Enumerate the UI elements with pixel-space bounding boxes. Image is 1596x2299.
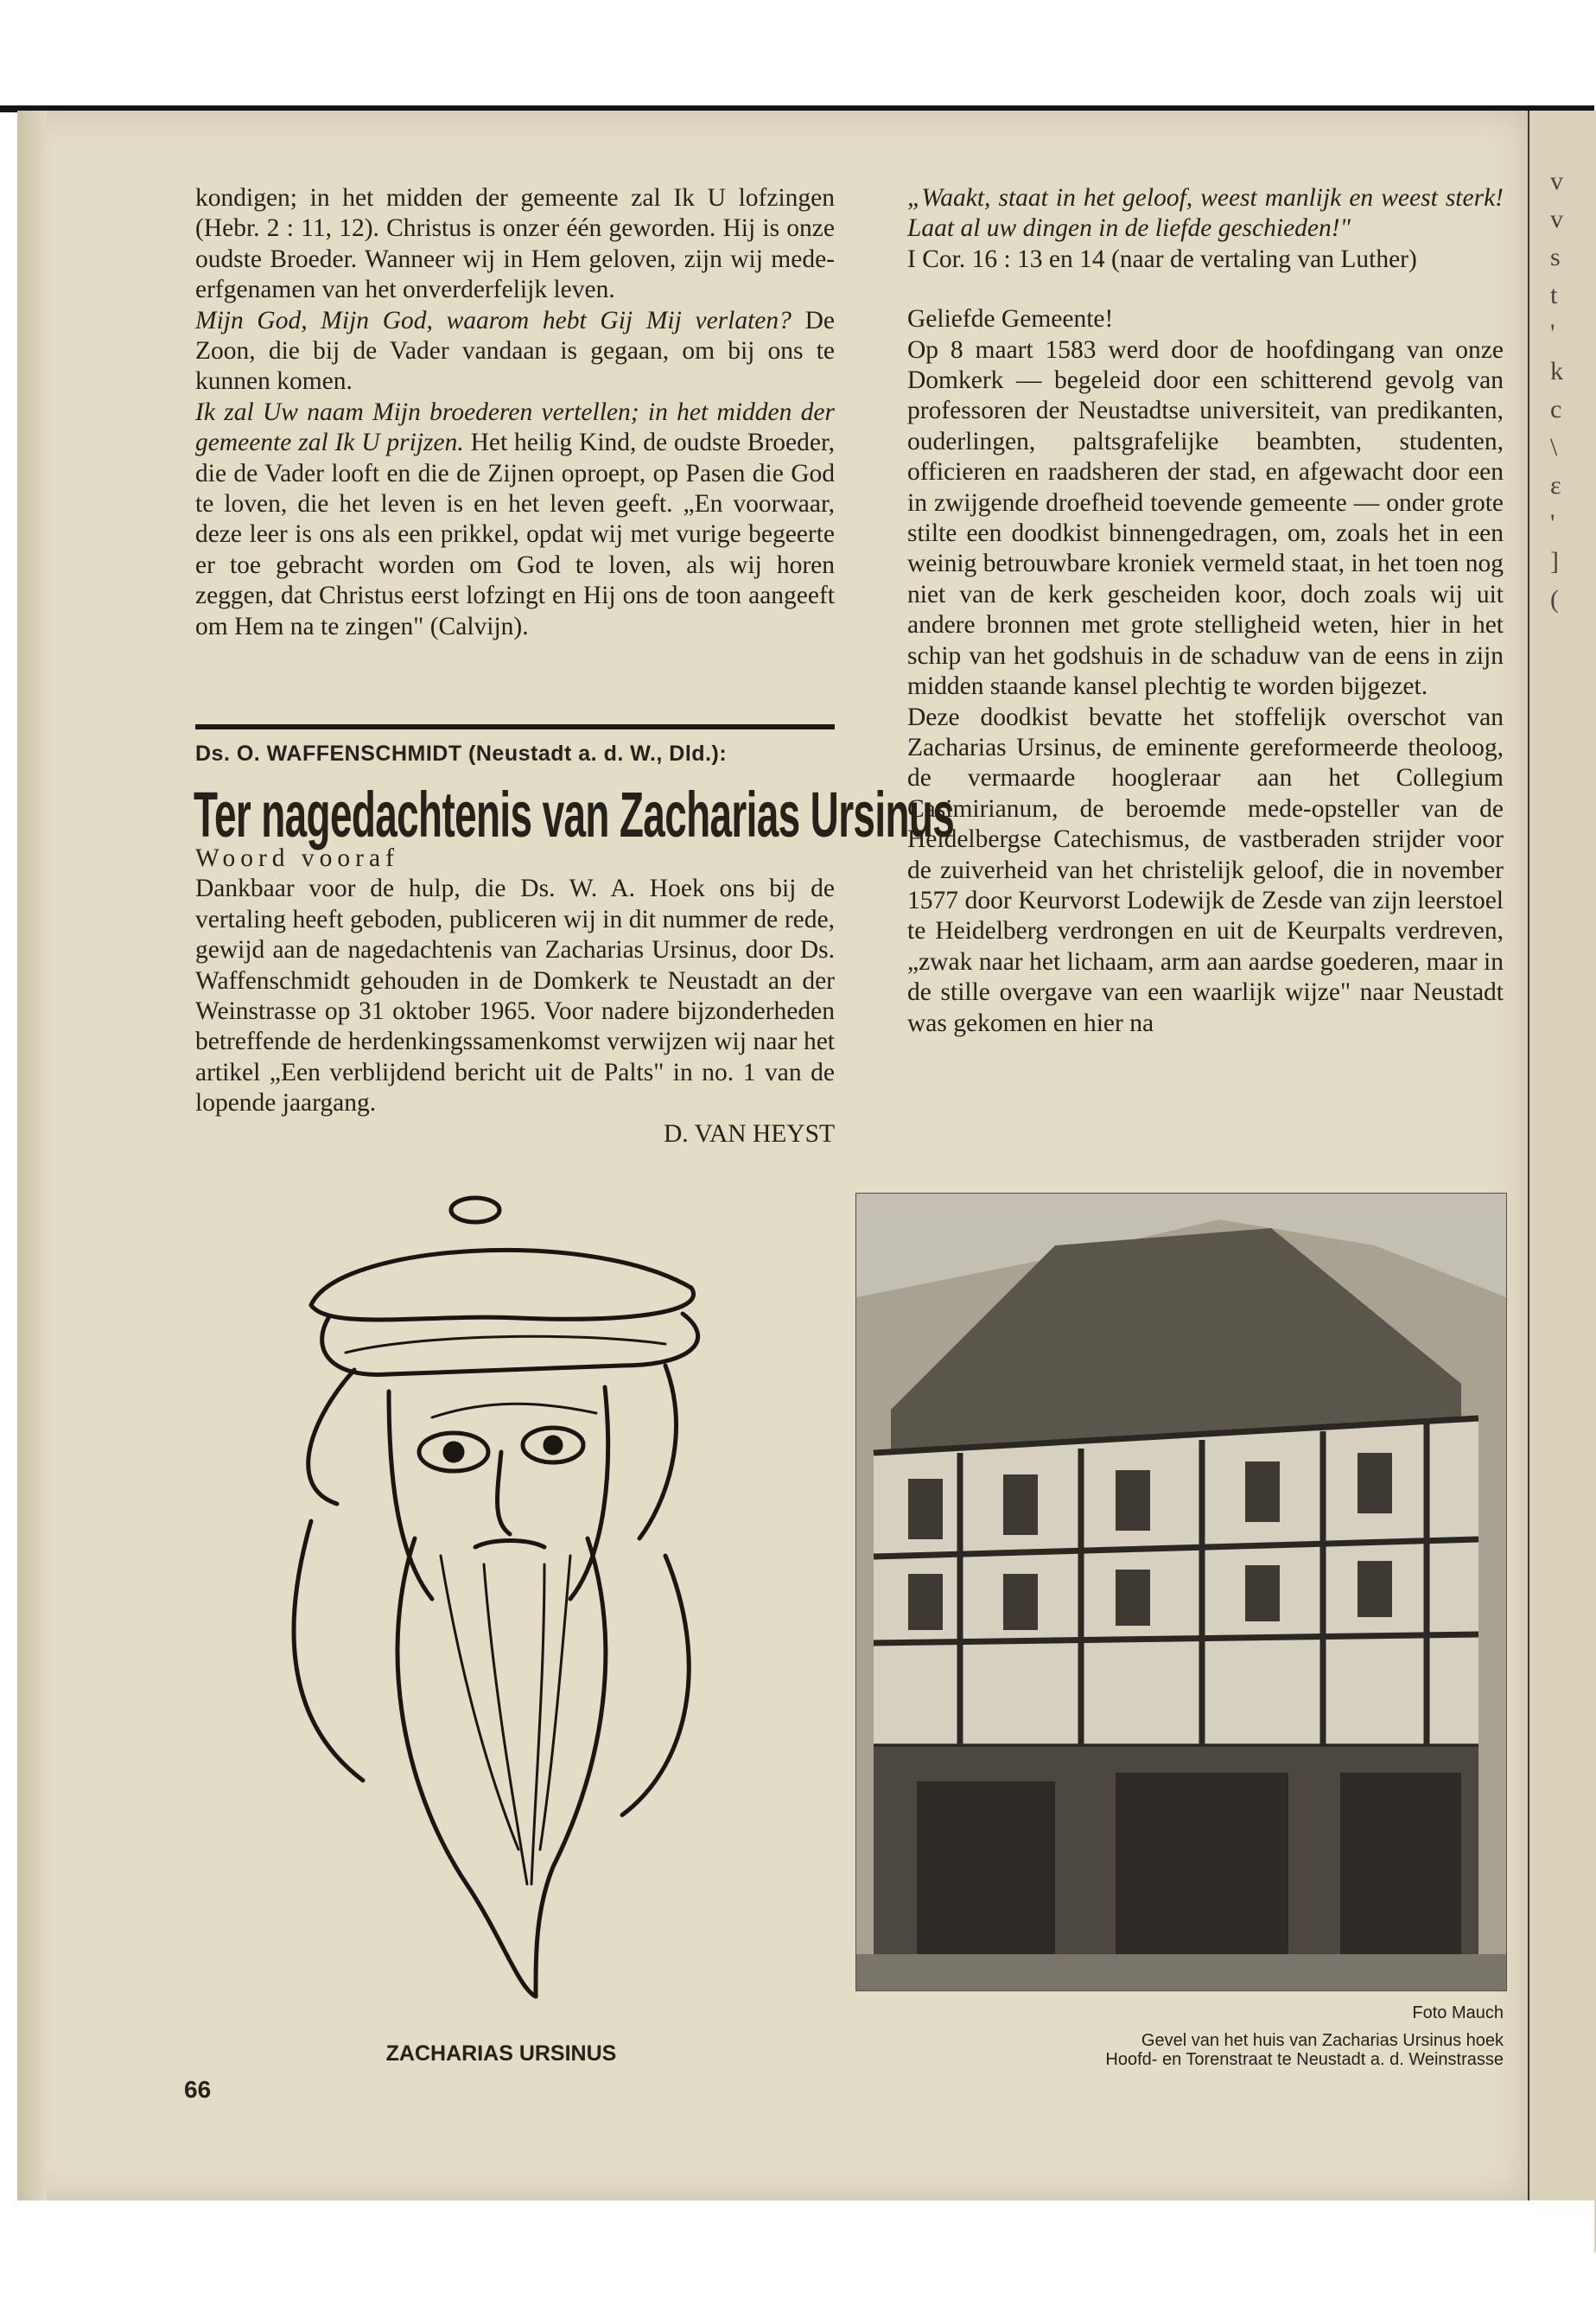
- foreword-text: Dankbaar voor de hulp, die Ds. W. A. Hoek ons bij de vertaling heeft geboden, publiceren wij in dit nummer de rede, gewijd aan de nagedachtenis van Zacharias Ursinus, door Ds. Waffenschmidt gehouden in de Domkerk te Neustadt an der Weinstrasse op 31 oktober 1965. Voor nadere bijzonderheden betreffende de herdenkingssamenkomst verwijzen wij naar het artikel „Een verblijdend bericht uit de Palts" in no. 1 van de lopende jaargang.: [195, 875, 835, 1118]
- motto: „Waakt, staat in het geloof, weest manlijk en weest sterk! Laat al uw dingen in de liefde geschieden!": [907, 184, 1504, 243]
- adjacent-page-fragment: ]: [1550, 547, 1559, 576]
- paragraph: [195, 306, 835, 398]
- signature-line: [195, 1119, 835, 1150]
- paragraph: Deze doodkist bevatte het stoffelijk overschot van Zacharias Ursinus, de eminente gereformeerde theoloog, de vermaarde hoogleraar aan het Collegium Casimirianum, de beroemde mede-opsteller van de Heidelbergse Catechismus, de vastberaden strijder voor de zuiverheid van het christelijk geloof, die in november 1577 door Keurvorst Lodewijk de Zesde van zijn leerstoel te Heidelberg verdrongen en uit de Keurpalts verdreven, „zwak naar het lichaam, arm aan aardse goederen, maar in de stille overgave van een waarlijk wijze" naar Neustadt was gekomen en hier na: [907, 703, 1504, 1037]
- adjacent-page-fragment: t: [1550, 281, 1558, 309]
- adjacent-page-fragment: s: [1550, 243, 1561, 271]
- house-photo: [855, 1193, 1507, 1991]
- scripture-quote: Mijn God, Mijn God, waarom hebt Gij Mij verlaten?: [195, 306, 792, 334]
- adjacent-page-fragment: ': [1550, 319, 1555, 347]
- salutation: Geliefde Gemeente!: [907, 305, 1114, 334]
- article-author: Ds. O. WAFFENSCHMIDT (Neustadt a. d. W., Dld.):: [195, 742, 728, 766]
- photo-caption-line: Gevel van het huis van Zacharias Ursinus hoek: [1141, 2031, 1504, 2050]
- page-number: 66: [184, 2076, 212, 2103]
- motto-reference: I Cor. 16 : 13 en 14 (naar de vertaling van Luther): [907, 245, 1417, 273]
- right-column: [907, 183, 1504, 1039]
- adjacent-page-edge: [1528, 111, 1596, 2252]
- foreword-heading: Woord vooraf: [195, 844, 399, 872]
- adjacent-page-fragment: ': [1550, 509, 1555, 538]
- paragraph: [195, 398, 835, 642]
- adjacent-page-fragment: c: [1550, 395, 1562, 424]
- adjacent-page-fragment: \: [1550, 433, 1558, 462]
- foreword: [195, 844, 835, 1150]
- scan-bottom-margin: [0, 2200, 1594, 2299]
- article-title: [194, 776, 955, 854]
- paragraph-text: Het heilig Kind, de oudste Broeder, die de Vader looft en die de Zijnen oproept, op Pasen die God te loven, die het leven is en het leven geeft. „En voorwaar, deze leer is ons als een prikkel, opdat wij met vurige begeerte er toe gebracht worden om God te loven, als wij horen zeggen, dat Christus eerst lofzingt en Hij ons de toon aangeeft om Hem na te zingen" (Calvijn).: [195, 429, 835, 640]
- binding-gutter: [17, 111, 47, 2200]
- adjacent-page-fragment: ε: [1550, 471, 1561, 500]
- adjacent-page-fragment: k: [1550, 357, 1563, 385]
- photo-caption-line: Hoofd- en Torenstraat te Neustadt a. d. Weinstrasse: [1105, 2050, 1504, 2069]
- foreword-signature: D. VAN HEYST: [663, 1119, 835, 1148]
- paragraph: Op 8 maart 1583 werd door de hoofdingang van onze Domkerk — begeleid door een schitterend gevolg van professoren der Neustadtse universiteit, van predikanten, ouderlingen, paltsgrafelijke beambten, studenten, officieren en raadsheren der stad, en afgewacht door een in zwijgende droefheid toevende gemeente — onder grote stilte een doodkist binnengedragen, om, zoals het in een weinig betrouwbare kroniek vermeld staat, in het toen nog niet van de kerk gescheiden koor, doch zoals wij uit andere bronnen met grote stelligheid weten, hier in het schip van het godshuis in de schaduw van de eens in zijn midden staande kansel plechtig te worden bijgezet.: [907, 335, 1504, 701]
- paragraph-text: De Zoon, die bij de Vader vandaan is gegaan, om bij ons te kunnen komen.: [195, 306, 835, 396]
- photo-credit: Foto Mauch: [1412, 2003, 1504, 2022]
- scripture-quote: Ik zal Uw naam Mijn broederen vertellen; in het midden der gemeente zal Ik U prijzen.: [195, 398, 835, 457]
- adjacent-page-fragment: (: [1550, 585, 1559, 614]
- article-title-text: Ter nagedachtenis van Zacharias Ursinus: [194, 779, 955, 850]
- adjacent-page-fragment: v: [1550, 205, 1563, 233]
- portrait-drawing: [259, 1193, 743, 2005]
- photo-caption: [985, 2031, 1504, 2069]
- paragraph: kondigen; in het midden der gemeente zal Ik U lofzingen (Hebr. 2 : 11, 12). Christus is onzer één geworden. Hij is onze oudste Broeder. Wanneer wij in Hem geloven, zijn wij mede-erfgenamen van het onverderfelijk leven.: [195, 184, 835, 304]
- section-rule: [195, 724, 835, 729]
- portrait-caption: ZACHARIAS URSINUS: [385, 2041, 617, 2066]
- left-column-continuation: [195, 183, 835, 642]
- scan-top-margin: [0, 0, 1594, 111]
- adjacent-page-fragment: v: [1550, 167, 1563, 195]
